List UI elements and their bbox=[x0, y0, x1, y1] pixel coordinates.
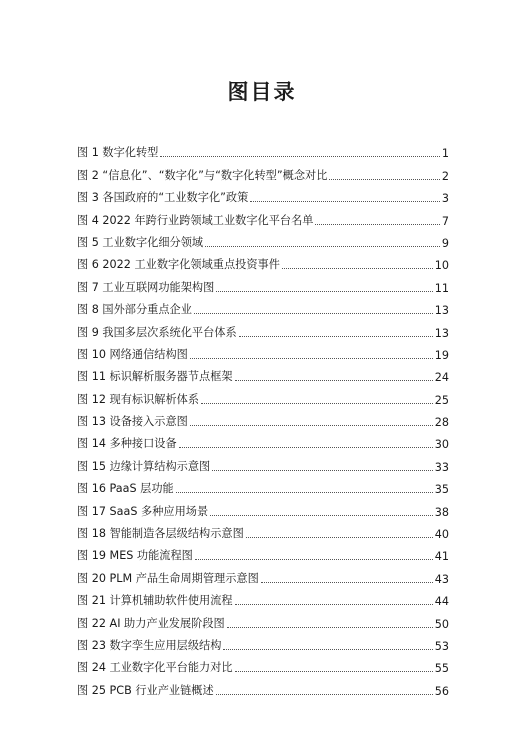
toc-entry[interactable] bbox=[77, 295, 449, 317]
toc-entry-page: 3 bbox=[441, 192, 449, 206]
toc-entry[interactable] bbox=[77, 608, 449, 630]
toc-leader-dots bbox=[216, 291, 432, 292]
toc-entry[interactable] bbox=[77, 541, 449, 563]
toc-entry-page: 28 bbox=[434, 416, 449, 430]
toc-entry-page: 13 bbox=[434, 326, 449, 340]
toc-entry-label: 图 10 网络通信结构图 bbox=[77, 347, 188, 361]
toc-entry[interactable] bbox=[77, 653, 449, 675]
toc-entry-label: 图 8 国外部分重点企业 bbox=[77, 303, 192, 317]
toc-entry-label: 图 14 多种接口设备 bbox=[77, 437, 177, 451]
toc-leader-dots bbox=[261, 582, 433, 583]
toc-entry[interactable] bbox=[77, 272, 449, 294]
toc-entry-page: 56 bbox=[434, 684, 449, 698]
toc-entry[interactable] bbox=[77, 362, 449, 384]
toc-leader-dots bbox=[201, 403, 433, 404]
toc-entry[interactable] bbox=[77, 160, 449, 182]
toc-leader-dots bbox=[179, 447, 433, 448]
toc-leader-dots bbox=[329, 179, 439, 180]
toc-entry-page: 40 bbox=[434, 528, 449, 542]
toc-entry-page: 11 bbox=[434, 281, 449, 295]
toc-entry[interactable] bbox=[77, 519, 449, 541]
toc-entry[interactable] bbox=[77, 250, 449, 272]
toc-leader-dots bbox=[315, 224, 439, 225]
toc-leader-dots bbox=[210, 515, 433, 516]
toc-entry-page: 38 bbox=[434, 505, 449, 519]
toc-entry-page: 41 bbox=[434, 550, 449, 564]
toc-entry-page: 2 bbox=[441, 169, 449, 183]
page-title: 图目录 bbox=[227, 80, 297, 104]
toc-leader-dots bbox=[250, 201, 440, 202]
toc-leader-dots bbox=[194, 313, 433, 314]
table-of-figures bbox=[77, 138, 449, 698]
toc-entry[interactable] bbox=[77, 496, 449, 518]
toc-entry-label: 图 17 SaaS 多种应用场景 bbox=[77, 504, 209, 518]
toc-entry[interactable] bbox=[77, 563, 449, 585]
toc-entry-label: 图 22 AI 助力产业发展阶段图 bbox=[77, 616, 225, 630]
toc-entry-page: 43 bbox=[434, 572, 449, 586]
toc-leader-dots bbox=[235, 671, 433, 672]
toc-entry[interactable] bbox=[77, 407, 449, 429]
toc-leader-dots bbox=[246, 537, 433, 538]
toc-entry-label: 图 6 2022 工业数字化领域重点投资事件 bbox=[77, 258, 280, 272]
toc-leader-dots bbox=[235, 380, 433, 381]
toc-entry-page: 55 bbox=[434, 662, 449, 676]
toc-entry[interactable] bbox=[77, 228, 449, 250]
toc-entry-page: 25 bbox=[434, 393, 449, 407]
toc-leader-dots bbox=[282, 268, 433, 269]
toc-entry-page: 44 bbox=[434, 595, 449, 609]
toc-entry-label: 图 5 工业数字化细分领域 bbox=[77, 235, 204, 249]
toc-entry[interactable] bbox=[77, 474, 449, 496]
toc-leader-dots bbox=[190, 425, 433, 426]
toc-leader-dots bbox=[195, 559, 433, 560]
toc-entry-label: 图 15 边缘计算结构示意图 bbox=[77, 459, 211, 473]
toc-leader-dots bbox=[205, 246, 440, 247]
toc-leader-dots bbox=[216, 694, 433, 695]
toc-entry[interactable] bbox=[77, 183, 449, 205]
toc-entry-page: 53 bbox=[434, 639, 449, 653]
toc-entry-label: 图 1 数字化转型 bbox=[77, 146, 159, 160]
toc-entry[interactable] bbox=[77, 317, 449, 339]
toc-leader-dots bbox=[160, 156, 440, 157]
toc-leader-dots bbox=[239, 336, 433, 337]
toc-leader-dots bbox=[176, 492, 433, 493]
toc-entry-page: 30 bbox=[434, 438, 449, 452]
toc-entry-label: 图 18 智能制造各层级结构示意图 bbox=[77, 527, 244, 541]
toc-entry-page: 35 bbox=[434, 483, 449, 497]
toc-entry-label: 图 9 我国多层次系统化平台体系 bbox=[77, 325, 237, 339]
toc-entry-page: 19 bbox=[434, 348, 449, 362]
toc-entry-label: 图 24 工业数字化平台能力对比 bbox=[77, 661, 233, 675]
toc-entry[interactable] bbox=[77, 340, 449, 362]
toc-leader-dots bbox=[212, 470, 433, 471]
toc-entry-page: 13 bbox=[434, 304, 449, 318]
toc-leader-dots bbox=[227, 627, 433, 628]
toc-entry-page: 33 bbox=[434, 460, 449, 474]
toc-entry-label: 图 19 MES 功能流程图 bbox=[77, 549, 193, 563]
toc-entry-label: 图 20 PLM 产品生命周期管理示意图 bbox=[77, 571, 259, 585]
toc-entry-label: 图 11 标识解析服务器节点框架 bbox=[77, 370, 233, 384]
toc-entry-label: 图 3 各国政府的“工业数字化”政策 bbox=[77, 191, 249, 205]
toc-leader-dots bbox=[235, 604, 433, 605]
toc-entry-label: 图 2 “信息化”、“数字化”与“数字化转型”概念对比 bbox=[77, 168, 328, 182]
toc-entry[interactable] bbox=[77, 384, 449, 406]
toc-entry[interactable] bbox=[77, 429, 449, 451]
toc-leader-dots bbox=[190, 358, 433, 359]
toc-entry[interactable] bbox=[77, 138, 449, 160]
toc-entry[interactable] bbox=[77, 205, 449, 227]
toc-entry-label: 图 12 现有标识解析体系 bbox=[77, 392, 200, 406]
toc-entry[interactable] bbox=[77, 586, 449, 608]
toc-entry-page: 1 bbox=[441, 147, 449, 161]
toc-entry-label: 图 7 工业互联网功能架构图 bbox=[77, 280, 215, 294]
toc-entry-page: 9 bbox=[441, 236, 449, 250]
toc-entry[interactable] bbox=[77, 451, 449, 473]
toc-entry-page: 7 bbox=[441, 214, 449, 228]
toc-entry[interactable] bbox=[77, 631, 449, 653]
toc-entry-label: 图 16 PaaS 层功能 bbox=[77, 482, 174, 496]
toc-entry-label: 图 23 数字孪生应用层级结构 bbox=[77, 638, 222, 652]
toc-entry-page: 24 bbox=[434, 371, 449, 385]
toc-entry-label: 图 25 PCB 行业产业链概述 bbox=[77, 683, 214, 697]
toc-entry-label: 图 13 设备接入示意图 bbox=[77, 415, 188, 429]
toc-leader-dots bbox=[223, 649, 432, 650]
toc-entry-page: 10 bbox=[434, 259, 449, 273]
toc-entry-label: 图 21 计算机辅助软件使用流程 bbox=[77, 594, 233, 608]
toc-entry-page: 50 bbox=[434, 617, 449, 631]
toc-entry-label: 图 4 2022 年跨行业跨领域工业数字化平台名单 bbox=[77, 213, 314, 227]
toc-entry[interactable] bbox=[77, 675, 449, 697]
